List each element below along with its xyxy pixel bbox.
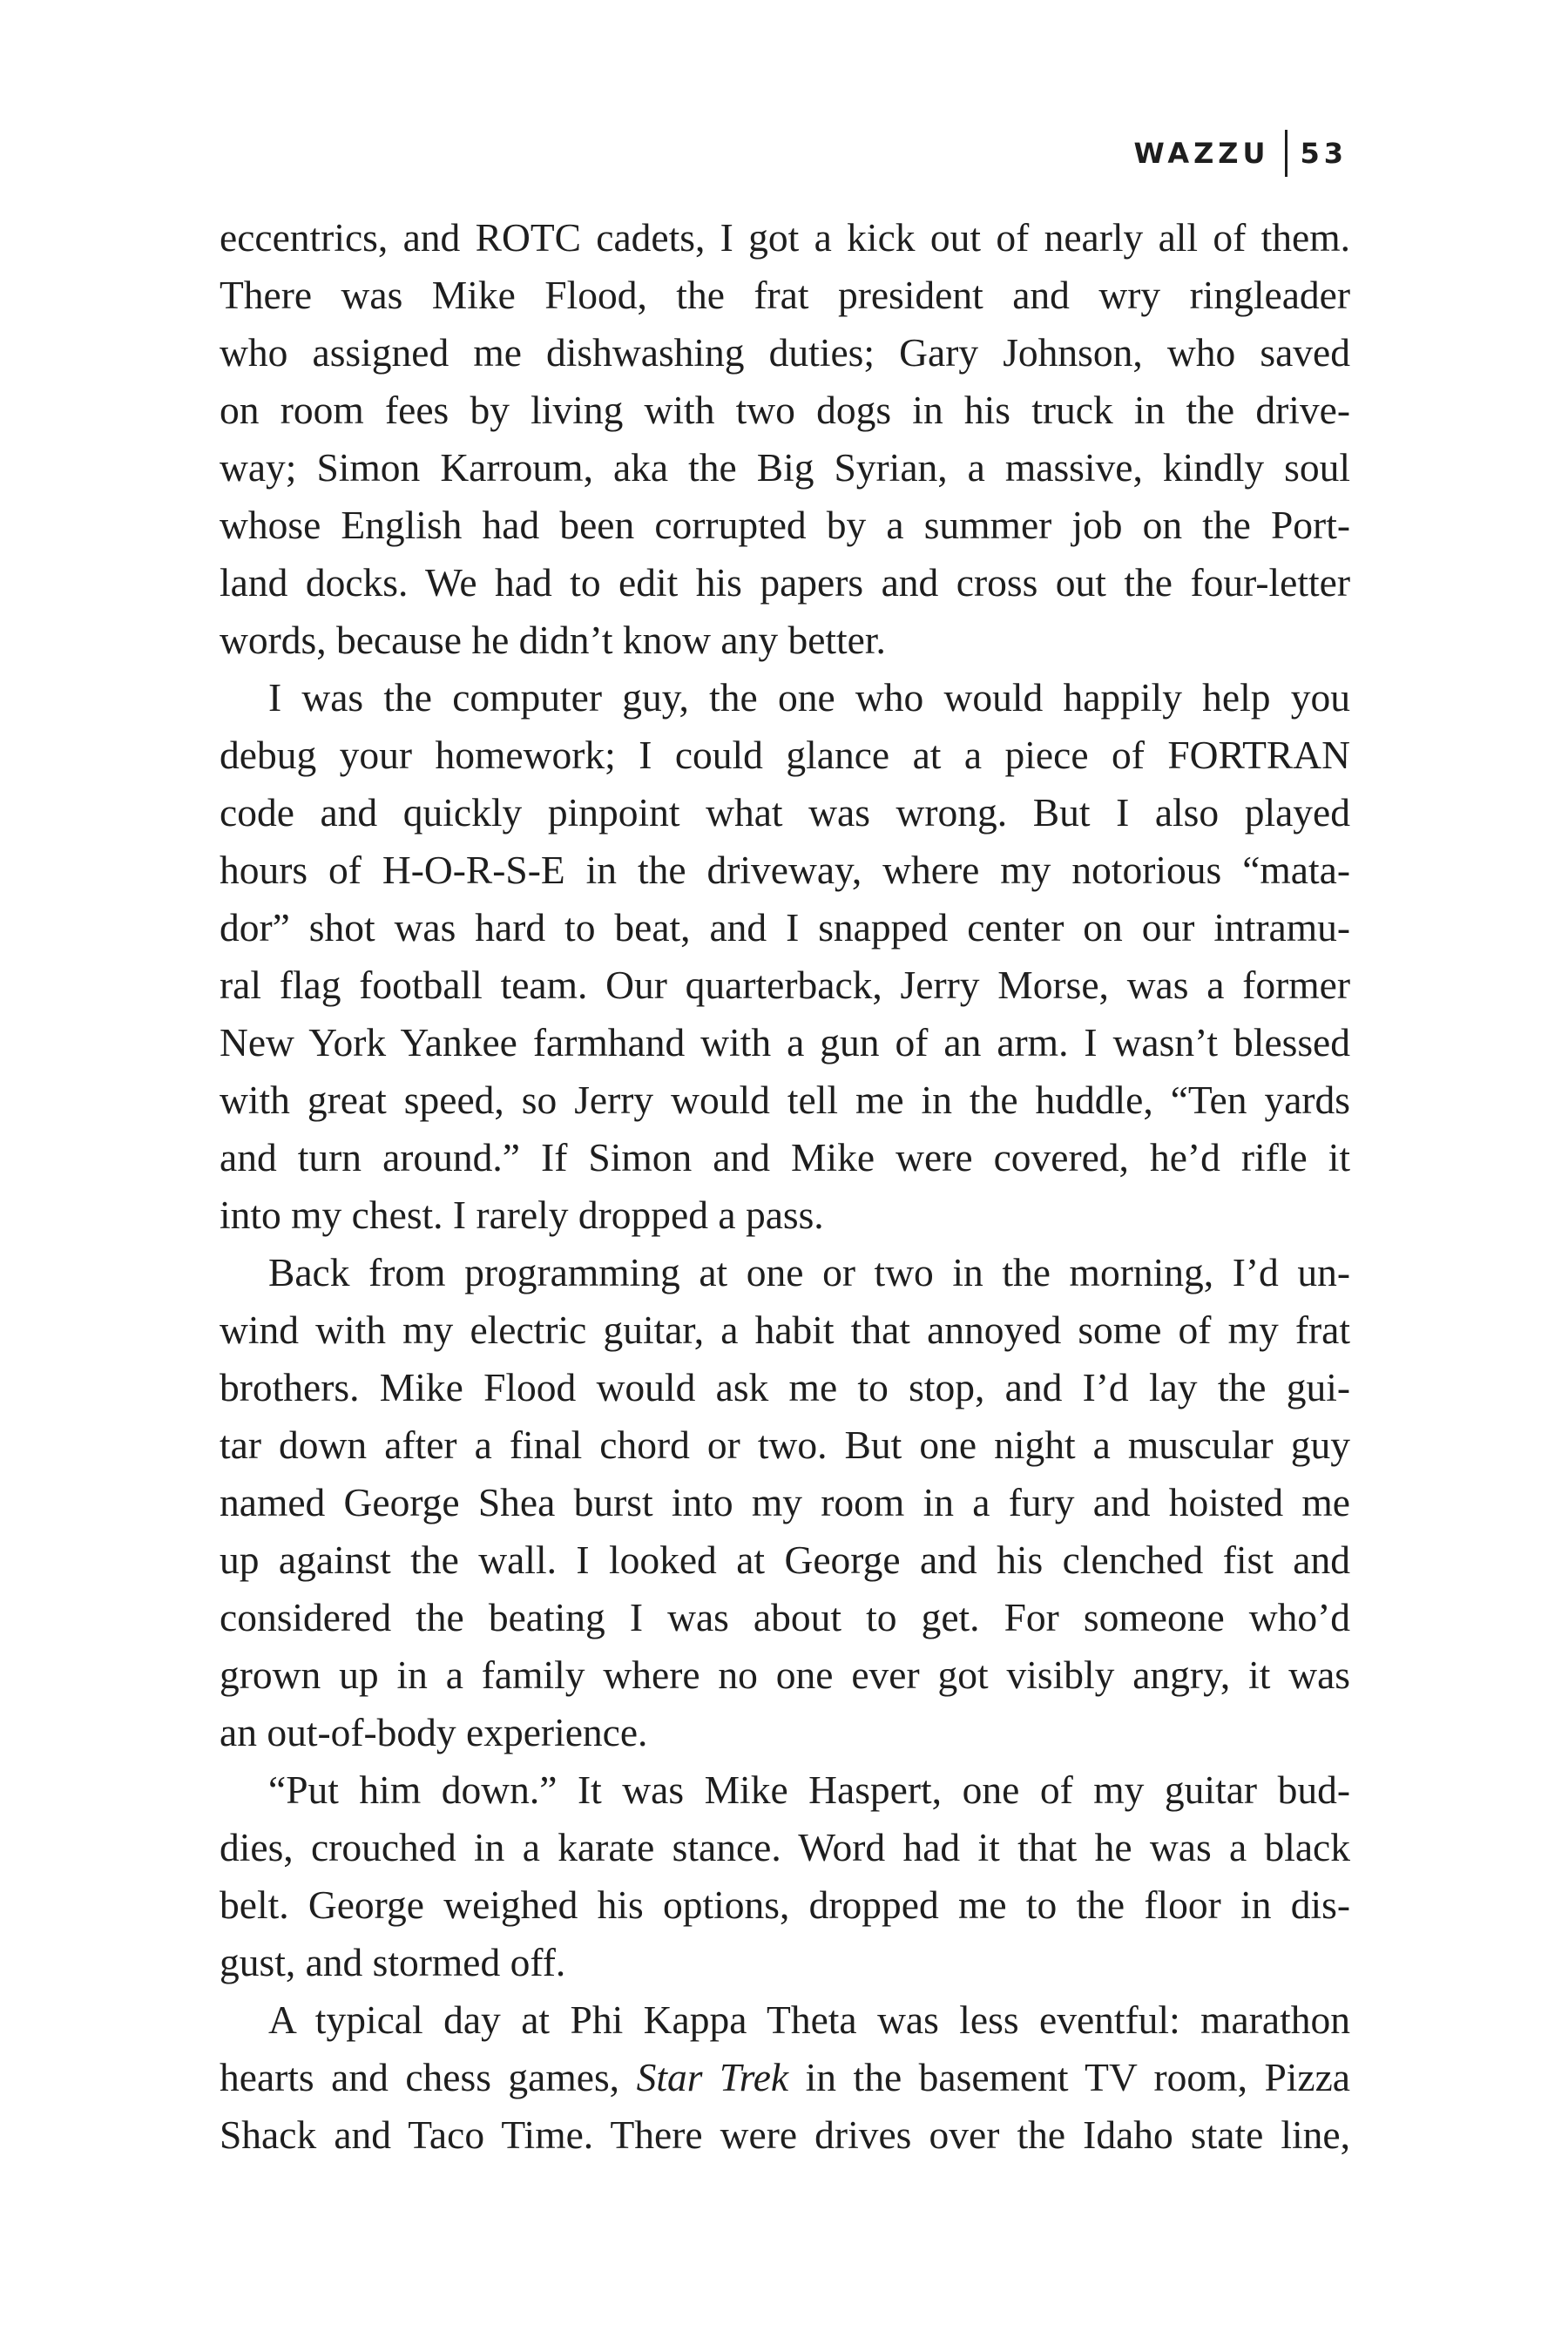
- header-divider: [1285, 130, 1288, 177]
- running-head: [1133, 129, 1348, 178]
- text-line: considered the beating I was about to get. For someone who’d: [220, 1595, 1350, 1639]
- text-line: who assigned me dishwashing duties; Gary Johnson, who saved: [220, 330, 1350, 375]
- text-line: Shack and Taco Time. There were drives over the Idaho state line,: [220, 2112, 1350, 2157]
- text-line: and turn around.” If Simon and Mike were covered, he’d rifle it: [220, 1135, 1350, 1179]
- show-title: Star Trek: [636, 2055, 789, 2099]
- text-line: way; Simon Karroum, aka the Big Syrian, a massive, kindly soul: [220, 445, 1350, 490]
- paragraph-4: [220, 1761, 1350, 1991]
- text-line: dies, crouched in a karate stance. Word had it that he was a black: [220, 1825, 1350, 1869]
- text-line: named George Shea burst into my room in a fury and hoisted me: [220, 1480, 1350, 1524]
- paragraph-5: [220, 1991, 1350, 2164]
- text-run: in the basement TV room, Pizza: [788, 2055, 1350, 2099]
- text-line: brothers. Mike Flood would ask me to stop, and I’d lay the gui-: [220, 1365, 1350, 1409]
- running-title: WAZZU: [1133, 137, 1270, 170]
- text-line: “Put him down.” It was Mike Haspert, one of my guitar bud-: [268, 1767, 1350, 1812]
- text-line: hours of H-O-R-S-E in the driveway, where my notorious “mata-: [220, 848, 1350, 892]
- text-line: land docks. We had to edit his papers and cross out the four-letter: [220, 560, 1350, 605]
- text-line: New York Yankee farmhand with a gun of an arm. I wasn’t blessed: [220, 1020, 1350, 1064]
- paragraph-1: [220, 209, 1350, 669]
- text-line: tar down after a final chord or two. But one night a muscular guy: [220, 1423, 1350, 1467]
- text-line: wind with my electric guitar, a habit that annoyed some of my frat: [220, 1308, 1350, 1352]
- text-line: words, because he didn’t know any better.: [220, 618, 886, 662]
- page-number: 53: [1300, 137, 1348, 170]
- text-line: an out-of-body experience.: [220, 1710, 648, 1754]
- text-line: debug your homework; I could glance at a piece of FORTRAN: [220, 733, 1350, 777]
- text-line: There was Mike Flood, the frat president and wry ringleader: [220, 273, 1350, 317]
- paragraph-2: [220, 669, 1350, 1244]
- text-line-mixed: [220, 2049, 1350, 2106]
- text-line: I was the computer guy, the one who would happily help you: [268, 675, 1350, 720]
- text-line: code and quickly pinpoint what was wrong. But I also played: [220, 790, 1350, 835]
- text-line: A typical day at Phi Kappa Theta was less eventful: marathon: [268, 1997, 1350, 2042]
- text-run: hearts and chess games,: [220, 2055, 637, 2099]
- text-line: dor” shot was hard to beat, and I snapped center on our intramu-: [220, 905, 1350, 950]
- paragraph-3: [220, 1244, 1350, 1761]
- body-text: [220, 209, 1350, 2164]
- text-line: gust, and stormed off.: [220, 1940, 566, 1984]
- text-line: grown up in a family where no one ever got visibly angry, it was: [220, 1652, 1350, 1697]
- text-line: whose English had been corrupted by a summer job on the Port-: [220, 503, 1350, 547]
- text-line: Back from programming at one or two in the morning, I’d un-: [268, 1250, 1350, 1294]
- text-line: up against the wall. I looked at George and his clenched fist and: [220, 1538, 1350, 1582]
- text-line: ral flag football team. Our quarterback, Jerry Morse, was a former: [220, 963, 1350, 1007]
- text-line: into my chest. I rarely dropped a pass.: [220, 1193, 824, 1237]
- text-line: eccentrics, and ROTC cadets, I got a kick out of nearly all of them.: [220, 215, 1350, 260]
- text-line: on room fees by living with two dogs in his truck in the drive-: [220, 388, 1350, 432]
- text-line: belt. George weighed his options, dropped me to the floor in dis-: [220, 1882, 1350, 1927]
- text-line: with great speed, so Jerry would tell me in the huddle, “Ten yards: [220, 1078, 1350, 1122]
